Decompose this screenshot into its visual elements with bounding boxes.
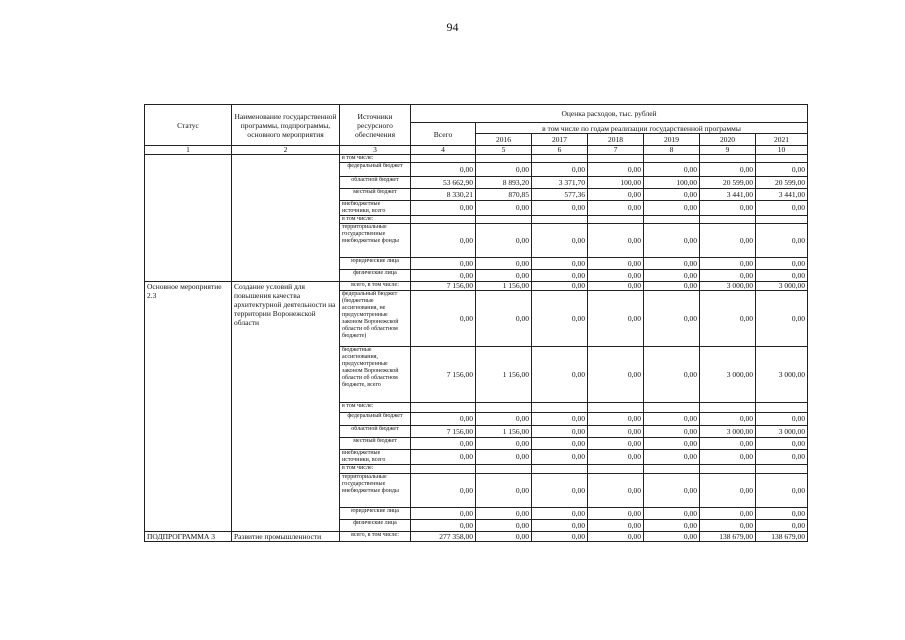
value-cell: 0,00	[411, 224, 476, 258]
value-cell: 0,00	[644, 201, 700, 216]
value-cell: 0,00	[644, 413, 700, 426]
value-cell: 0,00	[588, 508, 644, 520]
value-cell: 0,00	[644, 347, 700, 403]
source-cell: всего, в том числе:	[340, 282, 411, 291]
value-cell: 577,36	[532, 189, 588, 201]
value-cell: 0,00	[588, 474, 644, 508]
value-cell: 0,00	[700, 438, 756, 450]
page-number: 94	[446, 20, 459, 34]
value-cell	[476, 155, 532, 163]
value-cell: 1 156,00	[476, 282, 532, 291]
value-cell: 1 156,00	[476, 347, 532, 403]
value-cell: 0,00	[644, 532, 700, 542]
value-cell: 0,00	[588, 426, 644, 438]
value-cell: 0,00	[756, 450, 808, 465]
value-cell: 0,00	[588, 224, 644, 258]
value-cell: 0,00	[588, 450, 644, 465]
value-cell: 0,00	[644, 474, 700, 508]
value-cell: 0,00	[644, 282, 700, 291]
table-row	[145, 155, 808, 163]
source-cell: физические лица	[340, 520, 411, 532]
header-by-years: в том числе по годам реализации государственной программы	[476, 123, 808, 134]
value-cell: 0,00	[588, 270, 644, 282]
value-cell	[476, 403, 532, 413]
table-row	[145, 532, 808, 542]
value-cell: 0,00	[756, 224, 808, 258]
value-cell: 0,00	[700, 508, 756, 520]
source-cell: территориальные государственные внебюджетные фонды	[340, 474, 411, 508]
value-cell	[756, 216, 808, 224]
value-cell	[756, 403, 808, 413]
source-cell: юридические лица	[340, 258, 411, 270]
value-cell: 0,00	[700, 474, 756, 508]
value-cell: 0,00	[411, 508, 476, 520]
value-cell: 0,00	[411, 413, 476, 426]
value-cell: 3 000,00	[700, 426, 756, 438]
value-cell: 0,00	[700, 201, 756, 216]
value-cell	[700, 216, 756, 224]
column-index: 8	[644, 146, 700, 155]
source-cell: юридические лица	[340, 508, 411, 520]
value-cell	[588, 465, 644, 474]
value-cell: 0,00	[476, 450, 532, 465]
table-row	[145, 282, 808, 291]
value-cell: 0,00	[411, 438, 476, 450]
value-cell: 0,00	[588, 291, 644, 347]
value-cell	[644, 403, 700, 413]
column-index: 4	[411, 146, 476, 155]
value-cell: 0,00	[756, 258, 808, 270]
value-cell: 0,00	[644, 291, 700, 347]
value-cell: 0,00	[700, 163, 756, 177]
value-cell	[700, 465, 756, 474]
value-cell: 0,00	[756, 474, 808, 508]
source-cell: федеральный бюджет (бюджетные ассигнования, не предусмотренные законом Воронежской области об областном бюджете)	[340, 291, 411, 347]
value-cell: 3 441,00	[700, 189, 756, 201]
value-cell: 0,00	[644, 189, 700, 201]
source-cell: местный бюджет	[340, 189, 411, 201]
column-index: 5	[476, 146, 532, 155]
table-body	[145, 155, 808, 542]
value-cell	[644, 155, 700, 163]
value-cell: 0,00	[700, 450, 756, 465]
value-cell: 0,00	[644, 438, 700, 450]
header-total: Всего	[411, 123, 476, 146]
value-cell: 100,00	[588, 177, 644, 189]
name-cell: Развитие промышленности	[232, 532, 340, 542]
source-cell: федеральный бюджет	[340, 163, 411, 177]
value-cell	[588, 155, 644, 163]
value-cell: 0,00	[644, 520, 700, 532]
value-cell: 0,00	[411, 474, 476, 508]
status-cell: ПОДПРОГРАММА 3	[145, 532, 232, 542]
value-cell: 3 441,00	[756, 189, 808, 201]
value-cell: 0,00	[476, 258, 532, 270]
value-cell: 870,85	[476, 189, 532, 201]
value-cell: 138 679,00	[756, 532, 808, 542]
value-cell	[532, 465, 588, 474]
value-cell	[700, 155, 756, 163]
budget-table	[144, 104, 808, 542]
value-cell: 8 893,20	[476, 177, 532, 189]
value-cell: 0,00	[476, 163, 532, 177]
value-cell: 0,00	[588, 163, 644, 177]
value-cell: 0,00	[588, 189, 644, 201]
source-cell: территориальные государственные внебюджетные фонды	[340, 224, 411, 258]
column-index: 1	[145, 146, 232, 155]
value-cell: 0,00	[476, 520, 532, 532]
value-cell: 0,00	[588, 520, 644, 532]
value-cell: 3 000,00	[700, 347, 756, 403]
column-index: 6	[532, 146, 588, 155]
name-cell	[232, 155, 340, 282]
source-cell: всего, в том числе:	[340, 532, 411, 542]
value-cell: 20 599,00	[700, 177, 756, 189]
value-cell: 0,00	[700, 224, 756, 258]
value-cell: 0,00	[476, 413, 532, 426]
source-cell: внебюджетные источники, всего	[340, 201, 411, 216]
value-cell: 7 156,00	[411, 426, 476, 438]
value-cell	[588, 403, 644, 413]
value-cell: 0,00	[756, 291, 808, 347]
value-cell: 7 156,00	[411, 347, 476, 403]
value-cell: 0,00	[756, 413, 808, 426]
value-cell: 0,00	[644, 224, 700, 258]
header-status: Статус	[145, 105, 232, 146]
value-cell: 0,00	[644, 270, 700, 282]
header-year: 2017	[532, 134, 588, 146]
value-cell: 1 156,00	[476, 426, 532, 438]
value-cell: 0,00	[700, 291, 756, 347]
status-cell	[145, 155, 232, 282]
value-cell: 0,00	[644, 508, 700, 520]
value-cell	[411, 155, 476, 163]
value-cell: 0,00	[756, 270, 808, 282]
value-cell: 0,00	[476, 532, 532, 542]
header-sources: Источники ресурсного обеспечения	[340, 105, 411, 146]
value-cell	[532, 403, 588, 413]
column-index: 10	[756, 146, 808, 155]
value-cell	[476, 465, 532, 474]
value-cell: 0,00	[532, 426, 588, 438]
value-cell: 0,00	[588, 532, 644, 542]
value-cell	[644, 465, 700, 474]
column-index: 7	[588, 146, 644, 155]
value-cell: 3 000,00	[756, 282, 808, 291]
value-cell: 0,00	[532, 413, 588, 426]
value-cell	[411, 216, 476, 224]
value-cell: 277 358,00	[411, 532, 476, 542]
value-cell: 3 000,00	[756, 426, 808, 438]
value-cell: 0,00	[532, 438, 588, 450]
header-year: 2021	[756, 134, 808, 146]
value-cell: 0,00	[411, 291, 476, 347]
value-cell: 0,00	[588, 258, 644, 270]
source-cell: внебюджетные источники, всего	[340, 450, 411, 465]
column-index: 2	[232, 146, 340, 155]
value-cell: 0,00	[756, 508, 808, 520]
value-cell: 0,00	[588, 282, 644, 291]
status-cell: Основное мероприятие 2.3	[145, 282, 232, 532]
value-cell: 0,00	[532, 282, 588, 291]
name-cell: Создание условий для повышения качества архитектурной деятельности на территории Воронежской области	[232, 282, 340, 532]
value-cell: 0,00	[411, 520, 476, 532]
header-estimate: Оценка расходов, тыс. рублей	[411, 105, 808, 123]
source-cell: бюджетные ассигнования, предусмотренные законом Воронежской области об областном бюджете, всего	[340, 347, 411, 403]
value-cell: 0,00	[644, 258, 700, 270]
value-cell: 0,00	[588, 201, 644, 216]
value-cell: 0,00	[756, 163, 808, 177]
source-cell: в том числе:	[340, 403, 411, 413]
value-cell	[588, 216, 644, 224]
value-cell: 0,00	[588, 413, 644, 426]
column-index-row	[145, 146, 808, 155]
value-cell: 0,00	[588, 438, 644, 450]
value-cell: 0,00	[700, 270, 756, 282]
value-cell: 8 330,21	[411, 189, 476, 201]
value-cell	[756, 155, 808, 163]
value-cell: 0,00	[532, 450, 588, 465]
value-cell	[532, 216, 588, 224]
source-cell: в том числе:	[340, 155, 411, 163]
value-cell: 0,00	[476, 201, 532, 216]
source-cell: в том числе:	[340, 216, 411, 224]
value-cell: 0,00	[532, 532, 588, 542]
value-cell: 53 662,90	[411, 177, 476, 189]
value-cell: 0,00	[411, 163, 476, 177]
column-index: 9	[700, 146, 756, 155]
value-cell: 0,00	[756, 201, 808, 216]
header-year: 2019	[644, 134, 700, 146]
value-cell: 0,00	[476, 474, 532, 508]
value-cell	[476, 216, 532, 224]
value-cell: 0,00	[700, 520, 756, 532]
value-cell: 0,00	[476, 508, 532, 520]
value-cell: 0,00	[532, 258, 588, 270]
value-cell: 0,00	[411, 450, 476, 465]
source-cell: федеральный бюджет	[340, 413, 411, 426]
value-cell	[700, 403, 756, 413]
value-cell: 0,00	[532, 163, 588, 177]
value-cell: 0,00	[476, 291, 532, 347]
value-cell: 0,00	[644, 163, 700, 177]
header-year: 2016	[476, 134, 532, 146]
column-index: 3	[340, 146, 411, 155]
source-cell: областной бюджет	[340, 426, 411, 438]
value-cell: 0,00	[644, 426, 700, 438]
value-cell: 138 679,00	[700, 532, 756, 542]
value-cell: 0,00	[532, 520, 588, 532]
value-cell: 0,00	[532, 291, 588, 347]
value-cell: 0,00	[411, 258, 476, 270]
value-cell: 0,00	[532, 224, 588, 258]
value-cell	[644, 216, 700, 224]
value-cell: 0,00	[756, 438, 808, 450]
value-cell: 3 000,00	[756, 347, 808, 403]
value-cell: 0,00	[532, 270, 588, 282]
value-cell: 0,00	[411, 270, 476, 282]
value-cell: 0,00	[756, 520, 808, 532]
value-cell: 0,00	[532, 347, 588, 403]
value-cell: 7 156,00	[411, 282, 476, 291]
value-cell: 3 000,00	[700, 282, 756, 291]
value-cell: 0,00	[700, 258, 756, 270]
value-cell: 0,00	[588, 347, 644, 403]
value-cell: 0,00	[476, 438, 532, 450]
value-cell	[411, 465, 476, 474]
header-year: 2018	[588, 134, 644, 146]
value-cell: 0,00	[476, 224, 532, 258]
source-cell: в том числе:	[340, 465, 411, 474]
value-cell: 0,00	[532, 508, 588, 520]
source-cell: местный бюджет	[340, 438, 411, 450]
value-cell	[411, 403, 476, 413]
header-year: 2020	[700, 134, 756, 146]
source-cell: областной бюджет	[340, 177, 411, 189]
value-cell: 0,00	[700, 413, 756, 426]
value-cell	[756, 465, 808, 474]
value-cell	[532, 155, 588, 163]
header-name: Наименование государственной программы, подпрограммы, основного мероприятия	[232, 105, 340, 146]
value-cell: 100,00	[644, 177, 700, 189]
value-cell: 3 371,70	[532, 177, 588, 189]
value-cell: 20 599,00	[756, 177, 808, 189]
value-cell: 0,00	[476, 270, 532, 282]
source-cell: физические лица	[340, 270, 411, 282]
value-cell: 0,00	[644, 450, 700, 465]
value-cell: 0,00	[411, 201, 476, 216]
value-cell: 0,00	[532, 474, 588, 508]
value-cell: 0,00	[532, 201, 588, 216]
